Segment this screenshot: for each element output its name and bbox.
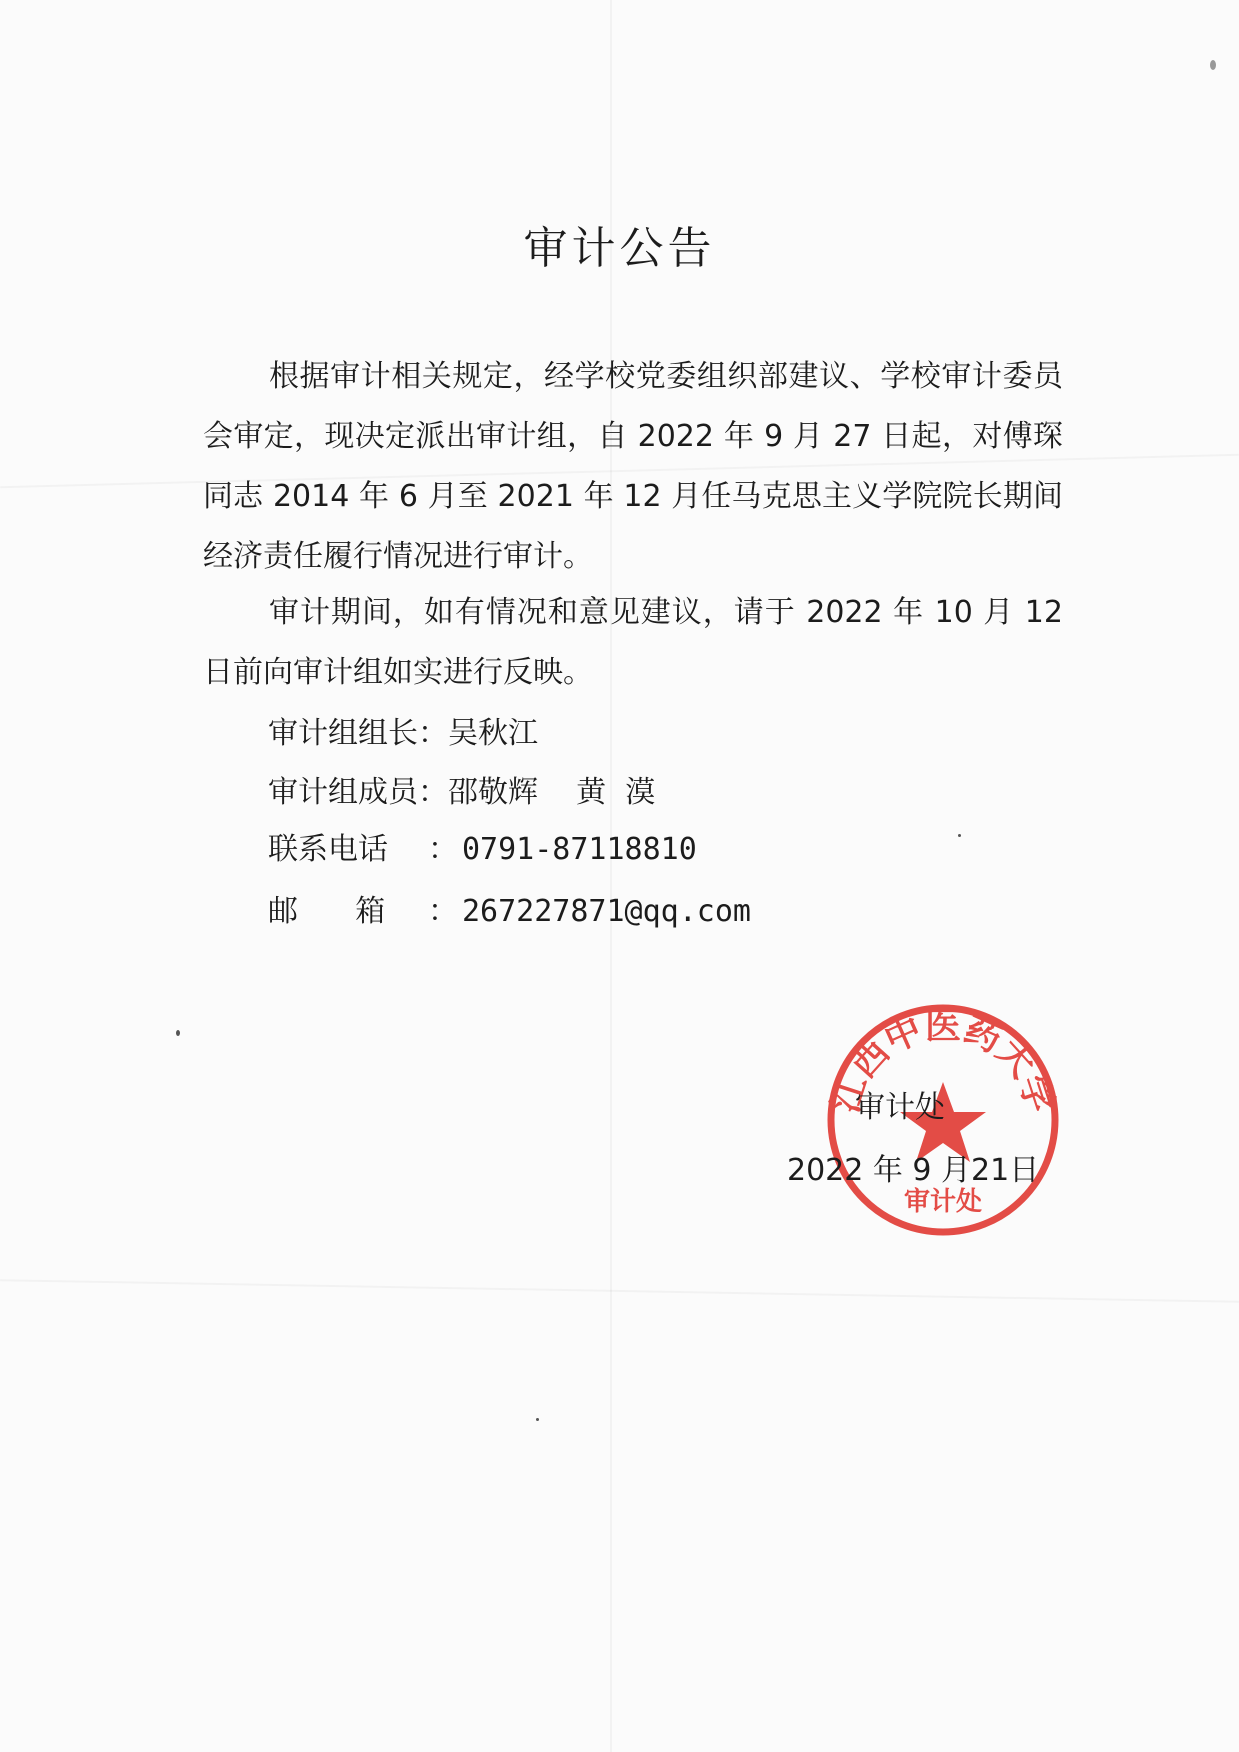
scan-speck xyxy=(536,1418,539,1421)
team-leader-label: 审计组组长： xyxy=(268,716,448,751)
team-members-label: 审计组成员： xyxy=(268,775,448,810)
scan-speck xyxy=(176,1030,180,1036)
phone-value: 0791-87118810 xyxy=(462,832,697,867)
phone-colon: ： xyxy=(428,832,458,867)
team-members-value: 邵敬辉 黄 漠 xyxy=(448,775,656,810)
issuer: 审计处 xyxy=(855,1090,945,1125)
phone-label: 联系电话 xyxy=(268,832,388,867)
paragraph-main: 根据审计相关规定，经学校党委组织部建议、学校审计委员会审定，现决定派出审计组，自 2022 年 9 月 27 日起，对傅琛同志 2014 年 6 月至 2021 年 12 月任马克思主义学院院长期间经济责任履行情况进行审计。 xyxy=(203,359,1063,574)
team-leader-row xyxy=(268,708,538,752)
email-row xyxy=(268,886,751,930)
team-leader-value: 吴秋江 xyxy=(448,716,538,751)
email-value: 267227871@qq.com xyxy=(462,894,751,929)
paragraph-feedback: 审计期间，如有情况和意见建议，请于 2022 年 10 月 12 日前向审计组如实进行反映。 xyxy=(203,595,1063,690)
scan-speck xyxy=(958,834,961,837)
paper-crease xyxy=(0,1279,1239,1303)
svg-text:审计处: 审计处 xyxy=(903,1187,983,1217)
team-members-row xyxy=(268,767,655,811)
email-colon: ： xyxy=(428,894,458,929)
scan-speck xyxy=(1210,60,1216,70)
page-title: 审计公告 xyxy=(523,223,716,274)
issue-date: 2022 年 9 月21日 xyxy=(787,1153,1040,1188)
seal-text: 江西中医药大学 xyxy=(825,1006,1061,1118)
email-label: 邮 箱 xyxy=(268,894,386,929)
phone-row xyxy=(268,824,697,868)
